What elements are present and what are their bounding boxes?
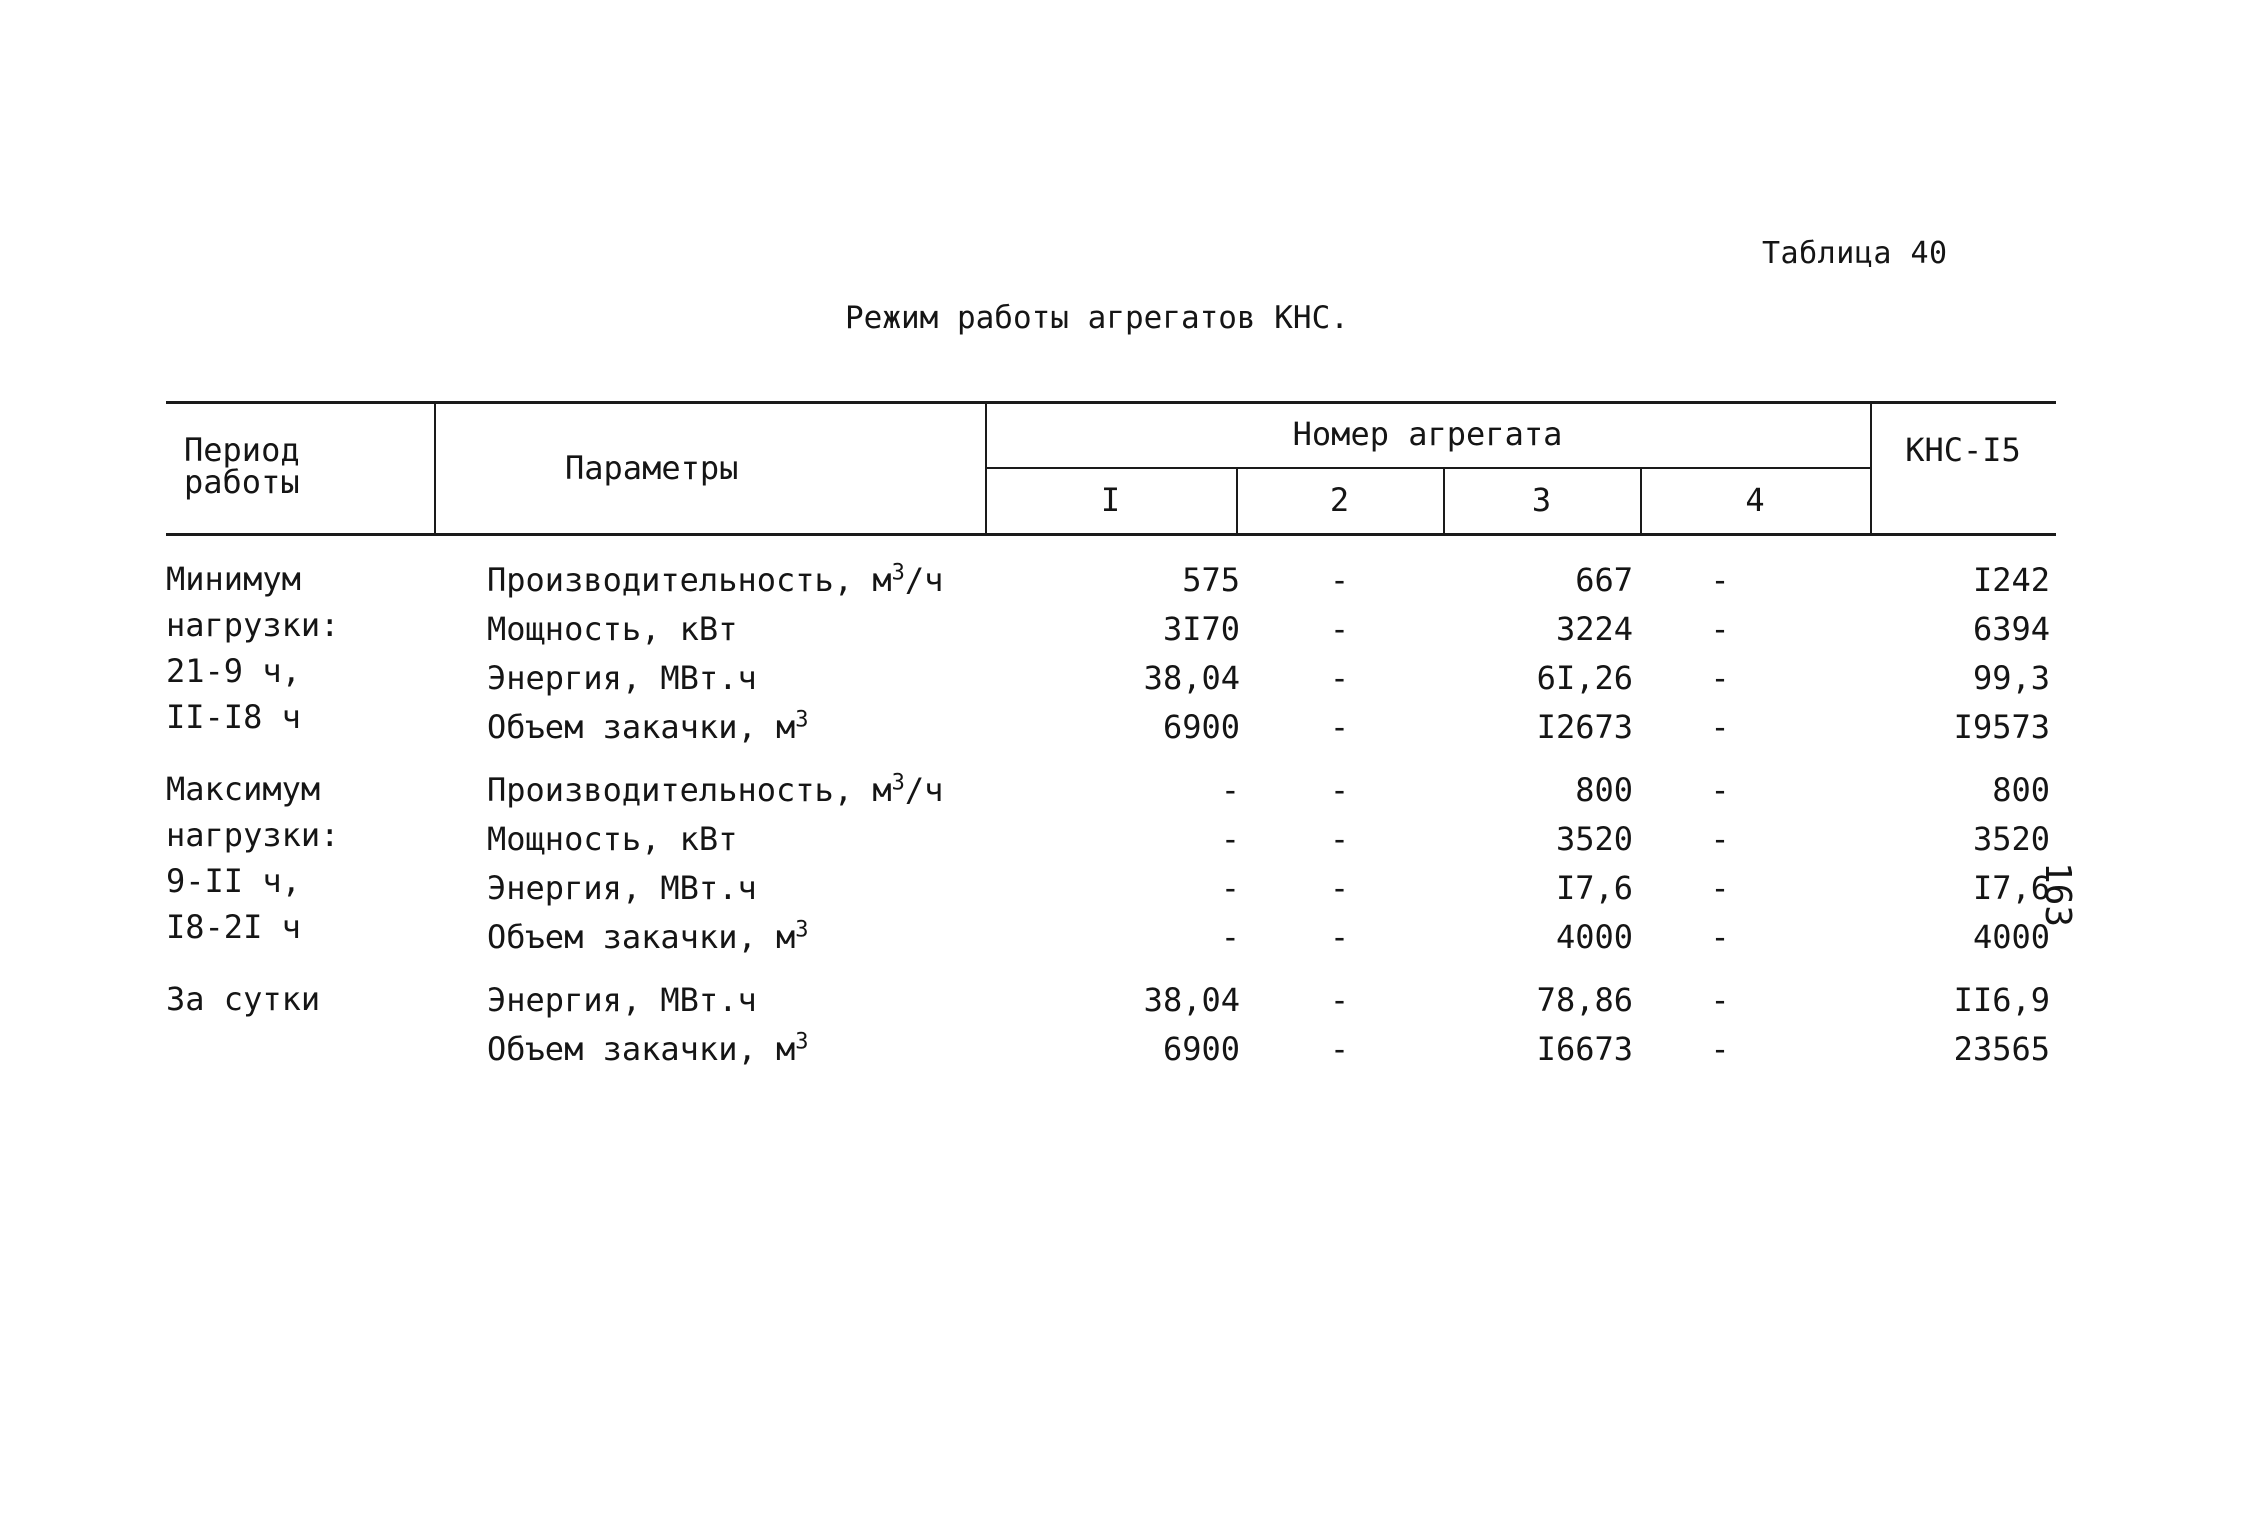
header-bottom-rule	[166, 533, 2056, 536]
unit-value-cell: -	[1220, 820, 1240, 858]
total-cell: 4000	[1972, 918, 2050, 956]
param-unit-tail: /ч	[904, 561, 944, 599]
unit-value-cell: 6I,26	[1536, 659, 1633, 697]
param-unit-exponent: 3	[795, 1029, 809, 1055]
param-unit-exponent: 3	[891, 770, 905, 796]
param-name: Объем закачки, м	[487, 1030, 796, 1068]
param-name: Энергия, МВт.ч	[487, 659, 757, 697]
unit-value-cell: -	[1220, 869, 1240, 907]
unit-value-cell: -	[1710, 981, 1730, 1019]
param-name: Объем закачки, м	[487, 708, 796, 746]
param-name: Производительность, м	[487, 771, 892, 809]
table-top-rule	[166, 401, 2056, 404]
param-unit-exponent: 3	[795, 707, 809, 733]
header-total: КНС-I5	[1905, 431, 2021, 469]
unit-value-cell: 78,86	[1536, 981, 1633, 1019]
unit-value-cell: -	[1329, 869, 1350, 907]
param-name: Объем закачки, м	[487, 918, 796, 956]
unit-value-cell: 6900	[1162, 1030, 1240, 1068]
unit-value-cell: I2673	[1536, 708, 1633, 746]
unit-value-cell: -	[1329, 771, 1350, 809]
unit-value-cell: -	[1710, 820, 1730, 858]
unit-value-cell: -	[1710, 771, 1730, 809]
unit-value-cell: -	[1329, 1030, 1350, 1068]
period-label-line: 9-II ч,	[166, 862, 301, 900]
unit-value-cell: -	[1220, 771, 1240, 809]
header-unit-group: Номер агрегата	[1292, 415, 1563, 453]
unit-value-cell: -	[1710, 708, 1730, 746]
period-label-line: нагрузки:	[166, 606, 340, 644]
unit-value-cell: -	[1329, 708, 1350, 746]
divider-unit-4	[1870, 402, 1872, 534]
unit-value-cell: 3224	[1555, 610, 1633, 648]
unit-value-cell: 575	[1182, 561, 1240, 599]
total-cell: 99,3	[1972, 659, 2050, 697]
table-caption: Режим работы агрегатов КНС.	[845, 300, 1349, 336]
total-cell: I242	[1972, 561, 2050, 599]
unit-value-cell: 3520	[1555, 820, 1633, 858]
param-cell	[487, 864, 757, 912]
header-unit-3: 3	[1531, 481, 1552, 519]
unit-value-cell: 800	[1575, 771, 1633, 809]
unit-value-cell: -	[1329, 820, 1350, 858]
unit-value-cell: -	[1329, 918, 1350, 956]
total-cell: 800	[1992, 771, 2050, 809]
param-unit-tail: /ч	[904, 771, 944, 809]
period-label-line: Минимум	[166, 560, 301, 598]
param-name: Энергия, МВт.ч	[487, 869, 757, 907]
period-label-line: нагрузки:	[166, 816, 340, 854]
param-cell	[487, 654, 757, 702]
unit-value-cell: I6673	[1536, 1030, 1633, 1068]
unit-value-cell: -	[1329, 659, 1350, 697]
header-unit-2: 2	[1329, 481, 1350, 519]
param-cell	[487, 703, 809, 751]
period-label-line: I8-2I ч	[166, 908, 301, 946]
unit-value-cell: -	[1329, 610, 1350, 648]
param-name: Производительность, м	[487, 561, 892, 599]
param-unit-exponent: 3	[891, 560, 905, 586]
header-unit-4: 4	[1745, 481, 1765, 519]
period-label-line: Максимум	[166, 770, 321, 808]
unit-value-cell: 667	[1575, 561, 1633, 599]
unit-value-cell: -	[1710, 610, 1730, 648]
header-period: Период работы	[184, 431, 300, 501]
unit-value-cell: 6900	[1162, 708, 1240, 746]
param-cell	[487, 556, 943, 604]
period-label-line: II-I8 ч	[166, 698, 301, 736]
period-label-line: За сутки	[166, 980, 321, 1018]
header-unit-1: I	[1100, 481, 1121, 519]
total-cell: I7,6	[1972, 869, 2050, 907]
unit-value-cell: -	[1329, 981, 1350, 1019]
total-cell: II6,9	[1953, 981, 2050, 1019]
unit-value-cell: 4000	[1555, 918, 1633, 956]
total-cell: 6394	[1972, 610, 2050, 648]
period-label-line: 21-9 ч,	[166, 652, 301, 690]
unit-value-cell: 38,04	[1143, 981, 1240, 1019]
table-number: Таблица 40	[1762, 236, 1948, 271]
unit-value-cell: -	[1710, 561, 1730, 599]
param-cell	[487, 815, 737, 863]
unit-value-cell: -	[1329, 561, 1350, 599]
unit-value-cell: -	[1710, 1030, 1730, 1068]
param-cell	[487, 1025, 809, 1073]
total-cell: 23565	[1953, 1030, 2050, 1068]
unit-value-cell: -	[1710, 918, 1730, 956]
page-number: 163	[2037, 862, 2078, 928]
param-cell	[487, 605, 737, 653]
param-unit-exponent: 3	[795, 917, 809, 943]
param-name: Энергия, МВт.ч	[487, 981, 757, 1019]
param-cell	[487, 766, 943, 814]
param-name: Мощность, кВт	[487, 610, 738, 648]
total-cell: 3520	[1972, 820, 2050, 858]
total-cell: I9573	[1953, 708, 2050, 746]
header-params: Параметры	[565, 449, 739, 487]
unit-value-cell: I7,6	[1555, 869, 1633, 907]
unit-value-cell: -	[1710, 869, 1730, 907]
unit-group-rule	[985, 467, 1870, 469]
unit-value-cell: -	[1710, 659, 1730, 697]
unit-value-cell: -	[1220, 918, 1240, 956]
param-cell	[487, 976, 757, 1024]
unit-value-cell: 3I70	[1162, 610, 1240, 648]
divider-period	[434, 402, 436, 534]
param-name: Мощность, кВт	[487, 820, 738, 858]
param-cell	[487, 913, 809, 961]
unit-value-cell: 38,04	[1143, 659, 1240, 697]
